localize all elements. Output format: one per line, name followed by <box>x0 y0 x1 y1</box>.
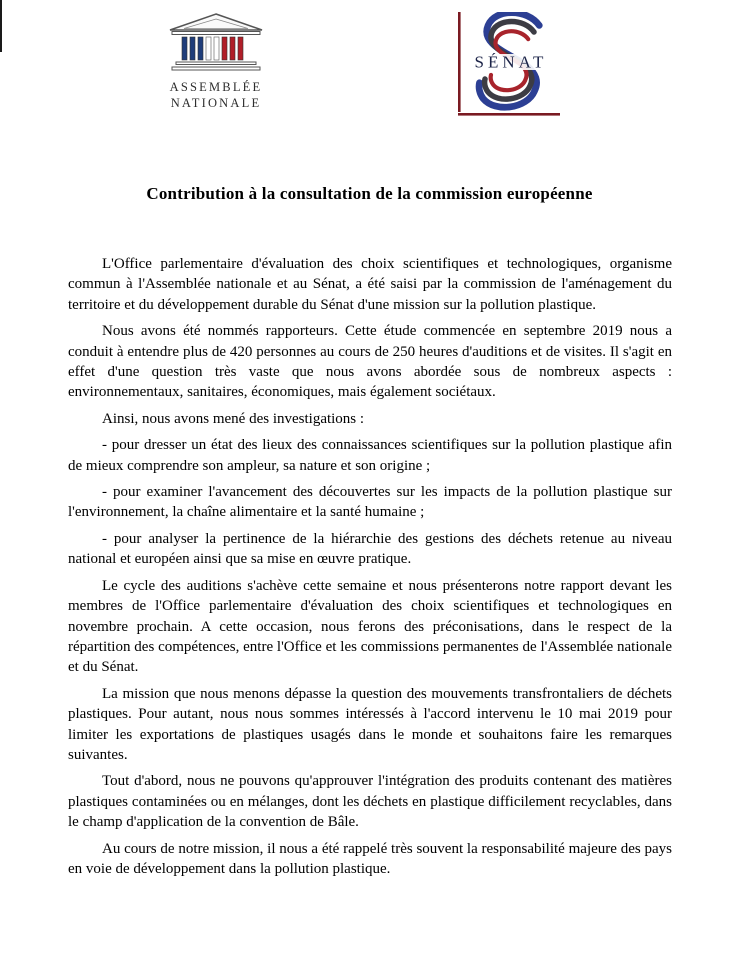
paragraph-4: - pour dresser un état des lieux des connaissances scientifiques sur la pollution plastique afin de mieux comprendre son ampleur, sa nature et son origine ; <box>68 437 672 474</box>
paragraph-10: Au cours de notre mission, il nous a été rappelé très souvent la responsabilité majeure des pays en voie de développement dans la pollution plastique. <box>68 840 672 877</box>
assemblee-nationale-logo <box>164 12 268 112</box>
senat-logo <box>458 12 560 118</box>
header-logos <box>0 0 739 118</box>
paragraph-3: Ainsi, nous avons mené des investigations : <box>102 410 365 427</box>
senat-logo-text: SÉNAT <box>474 52 548 72</box>
senat-s-icon <box>458 12 560 118</box>
assemblee-caption-line2: NATIONALE <box>170 96 262 111</box>
assemblee-nationale-pediment-icon <box>166 12 266 74</box>
paragraph-7: Le cycle des auditions s'achève cette semaine et nous présenterons notre rapport devant les membres de l'Office parlementaire d'évaluation des choix scientifiques et technologiques en novembre prochain. A cette occasion, nous ferons des préconisations, dans le respect de la répartition des compétences, entre l'Office et les commissions permanentes de l'Assemblée nationale et du Sénat. <box>68 577 672 676</box>
paragraph-1: L'Office parlementaire d'évaluation des choix scientifiques et technologiques, organisme commun à l'Assemblée nationale et au Sénat, a été saisi par la commission de l'aménagement du territoire et du développement durable du Sénat d'une mission sur la pollution plastique. <box>68 256 672 313</box>
document-title: Contribution à la consultation de la commission européenne <box>146 184 593 203</box>
paragraph-2: Nous avons été nommés rapporteurs. Cette étude commencée en septembre 2019 nous a conduit à entendre plus de 420 personnes au cours de 250 heures d'auditions et de visites. Il s'agit en effet d'une question très vaste que nous avons abordée sous de nombreux aspects : environnementaux, sanitaires, économiques, mais également sociétaux. <box>68 323 672 401</box>
paragraph-8: La mission que nous menons dépasse la question des mouvements transfrontaliers de déchets plastiques. Pour autant, nous nous sommes intéressés à l'accord intervenu le 10 mai 2019 pour limiter les exportations de plastiques usagés dans le monde et souhaitons faire les remarques suivantes. <box>68 685 672 763</box>
document-body <box>0 254 739 879</box>
paragraph-5: - pour examiner l'avancement des découvertes sur les impacts de la pollution plastique sur l'environnement, la chaîne alimentaire et la santé humaine ; <box>68 484 672 521</box>
paragraph-9: Tout d'abord, nous ne pouvons qu'approuver l'intégration des produits contenant des matières plastiques contaminées ou en mélanges, dont les déchets en plastique difficilement recyclables, dans le champ d'application de la convention de Bâle. <box>68 773 672 831</box>
assemblee-caption-line1: ASSEMBLÉE <box>169 80 263 94</box>
paragraph-6: - pour analyser la pertinence de la hiérarchie des gestions des déchets retenue au niveau national et européen ainsi que sa mise en œuvre pratique. <box>68 530 672 568</box>
scan-edge-mark <box>0 0 2 52</box>
